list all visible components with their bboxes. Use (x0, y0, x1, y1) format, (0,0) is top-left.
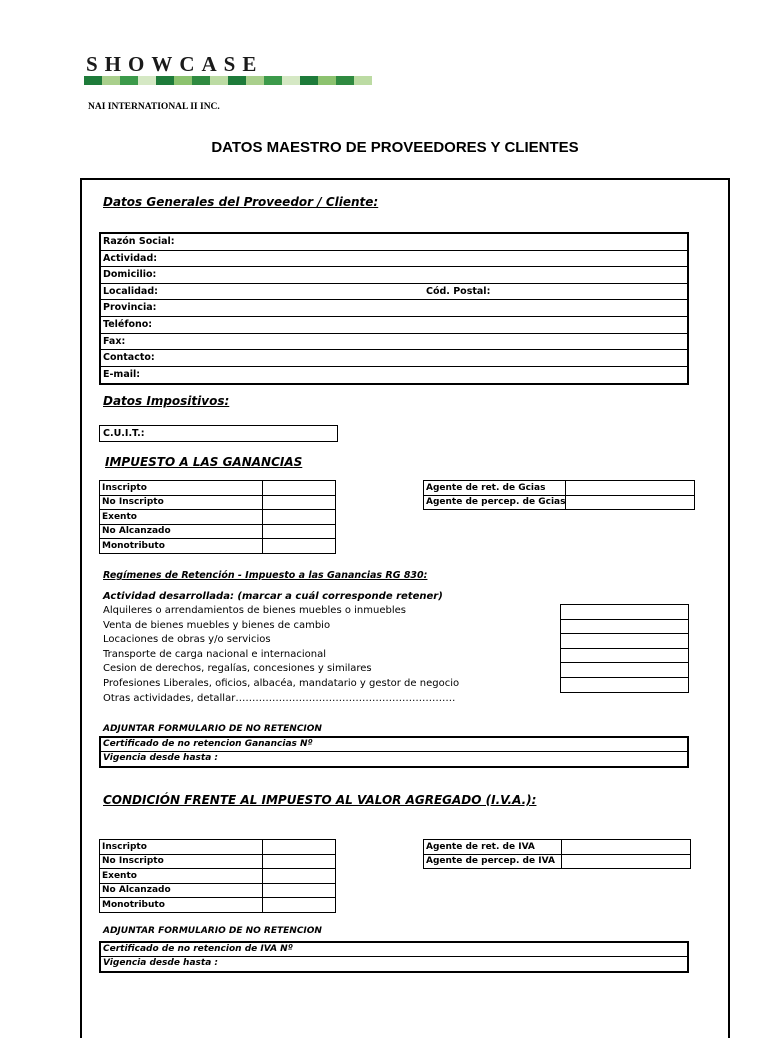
no-retencion-iva-heading: ADJUNTAR FORMULARIO DE NO RETENCION (103, 926, 322, 936)
field-contacto[interactable]: Contacto: (101, 350, 687, 367)
activity-checkbox[interactable] (560, 677, 689, 693)
activity-heading: Actividad desarrollada: (marcar a cuál corresponde retener) (103, 591, 443, 602)
logo-stripe (336, 76, 354, 85)
regimenes-heading: Regímenes de Retención - Impuesto a las Ganancias RG 830: (103, 570, 428, 581)
logo-stripe (264, 76, 282, 85)
logo-stripe (156, 76, 174, 85)
logo-stripe (174, 76, 192, 85)
logo-stripe (102, 76, 120, 85)
logo-stripe (192, 76, 210, 85)
list-item: Cesion de derechos, regalías, concesiones y similares (103, 663, 372, 675)
table-row[interactable]: Agente de ret. de Gcias (424, 481, 695, 496)
logo-stripes (84, 76, 372, 85)
field-fax[interactable]: Fax: (101, 334, 687, 351)
table-row[interactable]: No Alcanzado (100, 883, 336, 898)
list-item: Locaciones de obras y/o servicios (103, 634, 271, 646)
table-row[interactable]: Monotributo (100, 898, 336, 913)
certificado-ganancias-field[interactable]: Certificado de no retencion Ganancias Nº (101, 738, 687, 752)
general-heading: Datos Generales del Proveedor / Cliente: (103, 195, 379, 209)
vigencia-iva-field[interactable]: Vigencia desde hasta : (103, 958, 219, 968)
company-name: NAI INTERNATIONAL II INC. (88, 102, 220, 112)
field-telefono[interactable]: Teléfono: (101, 317, 687, 334)
logo-stripe (228, 76, 246, 85)
logo-stripe (246, 76, 264, 85)
activity-checkboxes (560, 604, 689, 693)
ganancias-status-table (99, 480, 336, 554)
logo-stripe (120, 76, 138, 85)
table-row[interactable]: Agente de ret. de IVA (424, 840, 691, 855)
table-row[interactable]: No Inscripto (100, 495, 336, 510)
no-retencion-iva-table (99, 941, 689, 973)
table-row[interactable]: Agente de percep. de IVA (424, 854, 691, 869)
iva-status-table (99, 839, 336, 913)
list-item: Alquileres o arrendamientos de bienes muebles o inmuebles (103, 605, 406, 616)
logo-stripe (354, 76, 372, 85)
table-row[interactable]: Inscripto (100, 840, 336, 855)
activity-checkbox[interactable] (560, 662, 689, 677)
table-row[interactable]: Agente de percep. de Gcias (424, 495, 695, 510)
logo-stripe (318, 76, 336, 85)
general-table (99, 232, 689, 385)
logo: SHOWCASE (86, 52, 264, 76)
list-item: Venta de bienes muebles y bienes de cambio (103, 619, 331, 631)
table-row[interactable]: Exento (100, 869, 336, 884)
ganancias-heading: IMPUESTO A LAS GANANCIAS (105, 455, 303, 469)
field-actividad[interactable]: Actividad: (101, 251, 687, 268)
no-retencion-ganancias-heading: ADJUNTAR FORMULARIO DE NO RETENCION (103, 724, 322, 734)
activity-checkbox[interactable] (560, 648, 689, 663)
field-cod-postal[interactable]: Cód. Postal: (426, 285, 491, 297)
activity-checkbox[interactable] (560, 604, 689, 619)
page-title: DATOS MAESTRO DE PROVEEDORES Y CLIENTES (211, 139, 579, 156)
field-domicilio[interactable]: Domicilio: (101, 267, 687, 284)
logo-stripe (210, 76, 228, 85)
logo-stripe (282, 76, 300, 85)
cuit-field[interactable]: C.U.I.T.: (99, 425, 338, 442)
vigencia-ganancias-field[interactable]: Vigencia desde hasta : (103, 753, 219, 763)
table-row[interactable]: Exento (100, 510, 336, 525)
logo-stripe (138, 76, 156, 85)
no-retencion-ganancias-table (99, 736, 689, 768)
certificado-iva-field[interactable]: Certificado de no retencion de IVA Nº (101, 943, 687, 957)
logo-stripe (300, 76, 318, 85)
table-row[interactable]: No Alcanzado (100, 524, 336, 539)
table-row[interactable]: Inscripto (100, 481, 336, 496)
field-provincia[interactable]: Provincia: (101, 300, 687, 317)
field-razon-social[interactable]: Razón Social: (101, 234, 687, 251)
field-localidad[interactable]: Localidad: Cód. Postal: (101, 284, 687, 301)
list-item: Transporte de carga nacional e internacional (103, 648, 326, 660)
activity-checkbox[interactable] (560, 633, 689, 648)
iva-heading: CONDICIÓN FRENTE AL IMPUESTO AL VALOR AGREGADO (I.V.A.): (103, 793, 537, 807)
logo-stripe (84, 76, 102, 85)
list-item: Profesiones Liberales, oficios, albacéa, mandatario y gestor de negocio (103, 677, 460, 689)
activity-list (103, 604, 459, 706)
table-row[interactable]: No Inscripto (100, 854, 336, 869)
activity-checkbox[interactable] (560, 619, 689, 634)
list-item: Otras actividades, detallar………………………………………………………… (103, 692, 456, 704)
iva-agent-table (423, 839, 691, 869)
ganancias-agent-table (423, 480, 695, 510)
table-row[interactable]: Monotributo (100, 539, 336, 554)
field-email[interactable]: E-mail: (103, 368, 141, 380)
impositivos-heading: Datos Impositivos: (103, 394, 230, 408)
